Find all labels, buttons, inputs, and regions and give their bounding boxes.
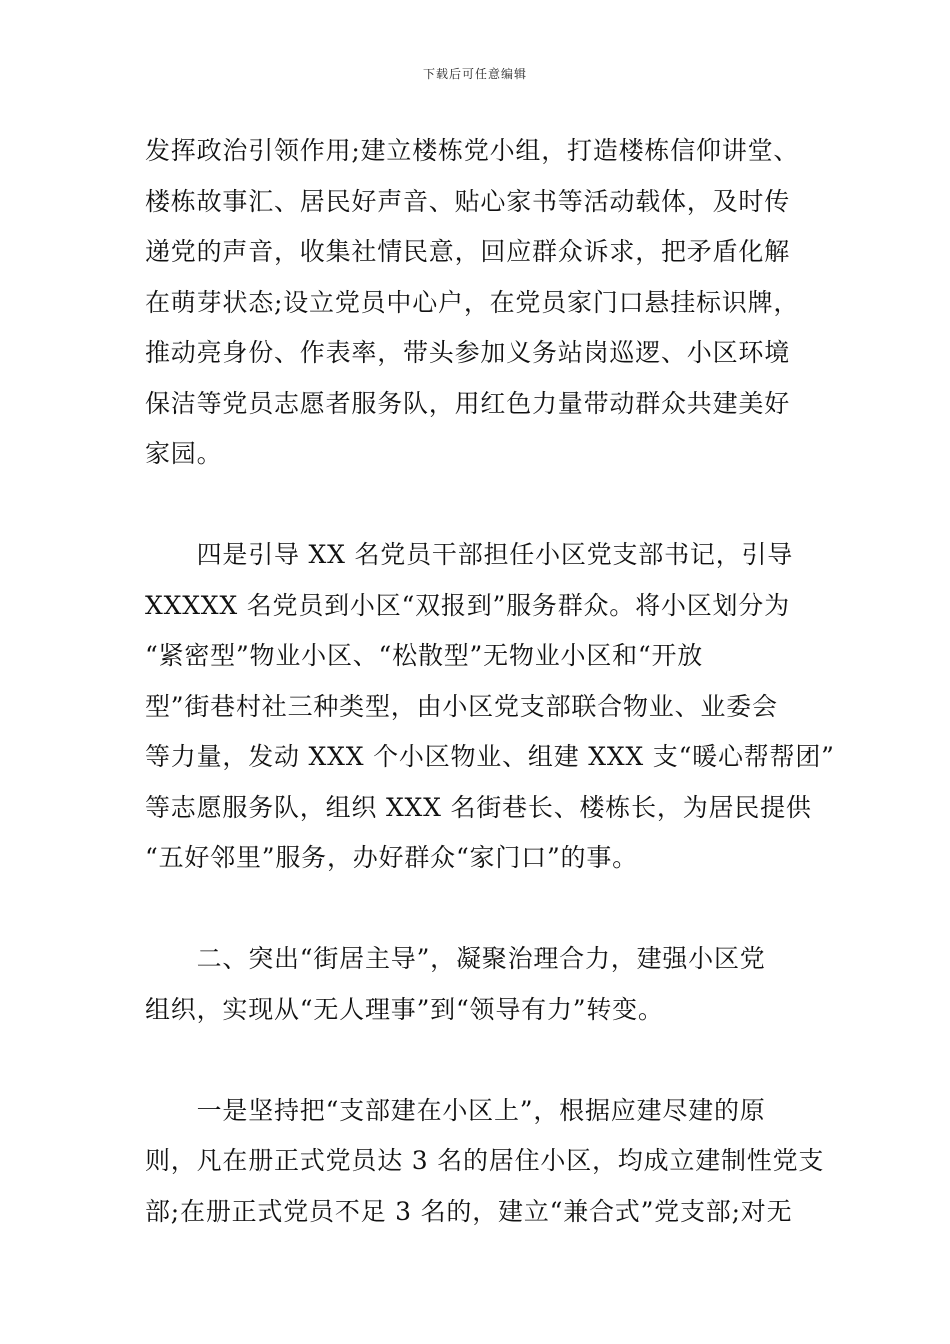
text-line: 等志愿服务队，组织 XXX 名街巷长、楼栋长，为居民提供 <box>145 792 812 822</box>
text-line: XXXXX 名党员到小区“双报到”服务群众。将小区划分为 <box>145 590 790 620</box>
page-header-note: 下载后可任意编辑 <box>422 67 527 81</box>
paragraph-4 <box>145 1086 825 1238</box>
text-line: 在萌芽状态;设立党员中心户，在党员家门口悬挂标识牌， <box>145 287 800 317</box>
text-line: 组织，实现从“无人理事”到“领导有力”转变。 <box>145 994 664 1024</box>
text-line: 家园。 <box>145 439 223 468</box>
text-line: 推动亮身份、作表率，带头参加义务站岗巡逻、小区环境 <box>145 338 791 367</box>
text-line: “五好邻里”服务，办好群众“家门口”的事。 <box>145 843 638 872</box>
paragraph-spacer <box>145 1035 815 1086</box>
paragraph-spacer <box>145 480 815 531</box>
paragraph-1 <box>145 126 815 480</box>
text-line: 楼栋故事汇、居民好声音、贴心家书等活动载体，及时传 <box>145 186 791 216</box>
text-line: 型”街巷村社三种类型，由小区党支部联合物业、业委会 <box>145 691 778 721</box>
text-line: 保洁等党员志愿者服务队，用红色力量带动群众共建美好 <box>145 388 791 418</box>
document-body <box>145 126 835 1237</box>
paragraph-2 <box>145 530 835 884</box>
paragraph-spacer <box>145 884 815 935</box>
text-line: 发挥政治引领作用;建立楼栋党小组，打造楼栋信仰讲堂、 <box>145 136 800 165</box>
text-line: 部;在册正式党员不足 3 名的，建立“兼合式”党支部;对无 <box>145 1196 793 1226</box>
section-heading-paragraph <box>145 934 815 1035</box>
text-line: 等力量，发动 XXX 个小区物业、组建 XXX 支“暖心帮帮团” <box>145 742 835 771</box>
text-line: 递党的声音，收集社情民意，回应群众诉求，把矛盾化解 <box>145 237 791 266</box>
text-line: 则，凡在册正式党员达 3 名的居住小区，均成立建制性党支 <box>145 1146 825 1175</box>
text-line: “紧密型”物业小区、“松散型”无物业小区和“开放 <box>145 641 704 670</box>
text-line: 一是坚持把“支部建在小区上”，根据应建尽建的原 <box>145 1095 766 1125</box>
text-line: 四是引导 XX 名党员干部担任小区党支部书记，引导 <box>145 540 794 569</box>
text-line: 二、突出“街居主导”，凝聚治理合力，建强小区党 <box>145 944 766 973</box>
